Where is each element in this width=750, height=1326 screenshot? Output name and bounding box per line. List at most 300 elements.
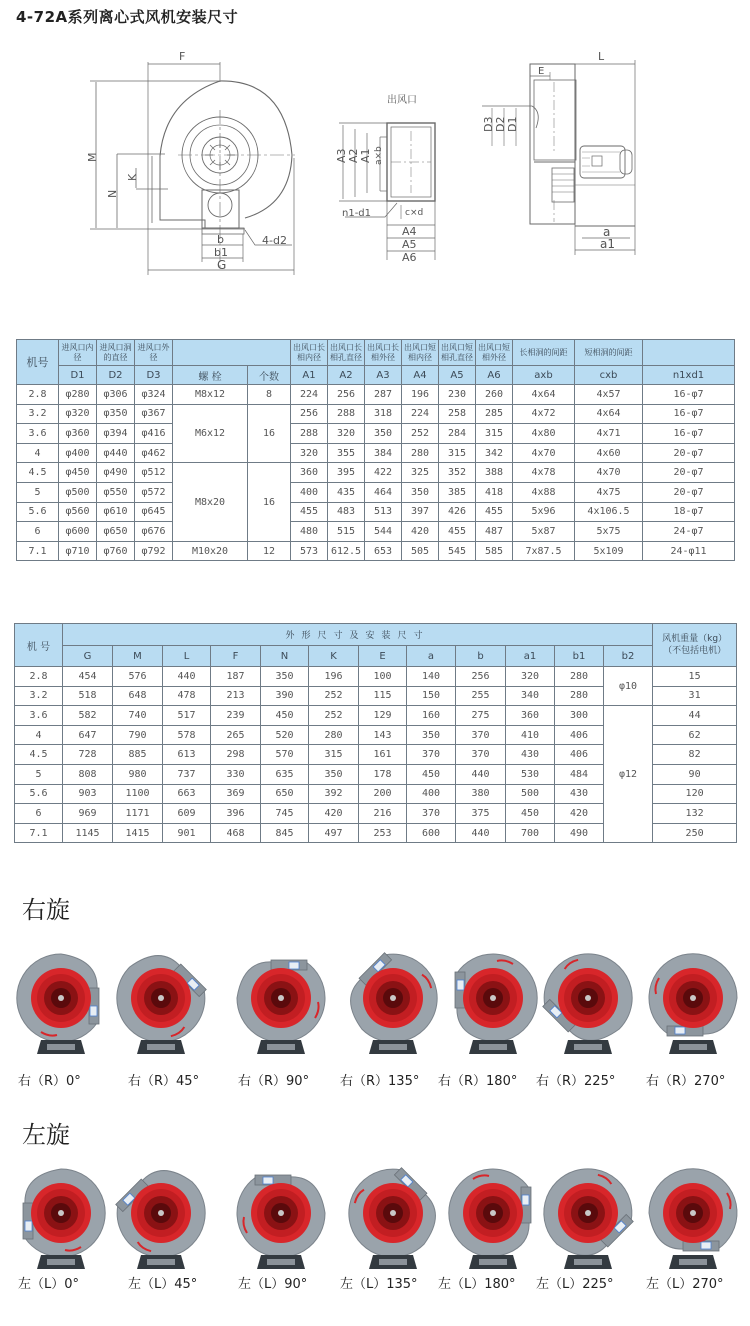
header-b: b xyxy=(456,646,506,667)
table-row xyxy=(15,667,737,687)
cell-K: 252 xyxy=(309,686,359,706)
fan-orientation-label: 左（L）45° xyxy=(128,1277,198,1292)
cell-n1xd1: 16-φ7 xyxy=(643,424,735,444)
cell-A3: 544 xyxy=(365,522,402,542)
cell-D2: φ610 xyxy=(97,502,135,522)
cell-machine-no: 4 xyxy=(15,725,63,745)
cell-A3: 384 xyxy=(365,443,402,463)
cell-weight: 250 xyxy=(653,823,737,843)
cell-machine-no: 5.6 xyxy=(17,502,59,522)
header-blank xyxy=(173,340,291,366)
cell-A3: 422 xyxy=(365,463,402,483)
cell-D1: φ600 xyxy=(59,522,97,542)
cell-machine-no: 4.5 xyxy=(15,745,63,765)
cell-D2: φ650 xyxy=(97,522,135,542)
fan-orientation-left-90 xyxy=(228,1155,333,1273)
header-n1xd1: n1xd1 xyxy=(643,366,735,385)
cell-L: 478 xyxy=(163,686,211,706)
cell-a: 140 xyxy=(407,667,456,687)
cell-axb: 7x87.5 xyxy=(513,541,575,561)
cell-A2: 320 xyxy=(328,424,365,444)
fan-orientation-left-0 xyxy=(8,1155,113,1273)
header-cn: 进风口内径 xyxy=(59,340,97,366)
cell-bolt: M8x20 xyxy=(173,463,248,541)
cell-machine-no: 2.8 xyxy=(15,667,63,687)
cell-A2: 288 xyxy=(328,404,365,424)
cell-A2: 435 xyxy=(328,482,365,502)
fan-hub xyxy=(690,1210,696,1216)
cell-L: 901 xyxy=(163,823,211,843)
cell-D3: φ367 xyxy=(135,404,173,424)
cell-L: 440 xyxy=(163,667,211,687)
dim-label-M: M xyxy=(86,152,99,162)
cell-b1: 484 xyxy=(555,764,604,784)
cell-A4: 397 xyxy=(402,502,439,522)
fan-nameplate xyxy=(263,1177,273,1184)
cell-a: 370 xyxy=(407,804,456,824)
cell-machine-no: 5 xyxy=(17,482,59,502)
cell-F: 213 xyxy=(211,686,261,706)
fan-hub xyxy=(690,995,696,1001)
cell-cxb: 4x71 xyxy=(575,424,643,444)
cell-N: 570 xyxy=(261,745,309,765)
fan-nameplate xyxy=(289,962,299,969)
cell-a: 350 xyxy=(407,725,456,745)
cell-a1: 340 xyxy=(506,686,555,706)
cell-machine-no: 5.6 xyxy=(15,784,63,804)
fan-image xyxy=(643,940,743,1058)
cell-n1xd1: 20-φ7 xyxy=(643,443,735,463)
cell-A6: 487 xyxy=(476,522,513,542)
cell-G: 1145 xyxy=(63,823,113,843)
header-axb: axb xyxy=(513,366,575,385)
dim-label-D1: D1 xyxy=(506,116,519,132)
cell-a: 150 xyxy=(407,686,456,706)
cell-n1xd1: 24-φ7 xyxy=(643,522,735,542)
fan-image xyxy=(643,1155,743,1273)
cell-axb: 4x70 xyxy=(513,443,575,463)
cell-A6: 455 xyxy=(476,502,513,522)
right-rotation-fans xyxy=(0,940,750,1090)
cell-D2: φ306 xyxy=(97,385,135,405)
cell-K: 420 xyxy=(309,804,359,824)
cell-F: 330 xyxy=(211,764,261,784)
cell-E: 178 xyxy=(359,764,407,784)
cell-A6: 260 xyxy=(476,385,513,405)
header-b1: b1 xyxy=(555,646,604,667)
cell-D1: φ560 xyxy=(59,502,97,522)
fan-orientation-right-225 xyxy=(535,940,640,1058)
cell-cxb: 4x57 xyxy=(575,385,643,405)
header-cn: 进风口外径 xyxy=(135,340,173,366)
cell-b1: 490 xyxy=(555,823,604,843)
cell-b1: 280 xyxy=(555,667,604,687)
header-cxb: cxb xyxy=(575,366,643,385)
cell-n1xd1: 24-φ11 xyxy=(643,541,735,561)
cell-a1: 700 xyxy=(506,823,555,843)
fan-hub xyxy=(390,1210,396,1216)
dim-label-b: b xyxy=(217,233,224,246)
header-cn: 进风口洞的直径 xyxy=(97,340,135,366)
fan-orientation-label: 左（L）0° xyxy=(18,1277,80,1292)
cell-D2: φ490 xyxy=(97,463,135,483)
cell-A2: 515 xyxy=(328,522,365,542)
header-A1: A1 xyxy=(291,366,328,385)
inlet-outlet-dimension-table xyxy=(16,339,735,561)
fan-orientation-label: 右（R）90° xyxy=(238,1074,310,1089)
fan-image xyxy=(11,940,111,1058)
cell-weight: 120 xyxy=(653,784,737,804)
dim-label-n1-d1: n1-d1 xyxy=(342,208,372,219)
cell-count: 16 xyxy=(248,463,291,541)
cell-machine-no: 3.6 xyxy=(15,706,63,726)
cell-A5: 385 xyxy=(439,482,476,502)
cell-K: 350 xyxy=(309,764,359,784)
fan-image xyxy=(111,940,211,1058)
cell-A3: 653 xyxy=(365,541,402,561)
header-machine-no: 机 号 xyxy=(15,624,63,667)
header-b2: b2 xyxy=(604,646,653,667)
cell-a1: 320 xyxy=(506,667,555,687)
cell-axb: 4x88 xyxy=(513,482,575,502)
table-row xyxy=(17,522,735,542)
fan-nameplate xyxy=(522,1195,529,1205)
cell-b: 375 xyxy=(456,804,506,824)
fan-image xyxy=(11,1155,111,1273)
fan-hub xyxy=(278,995,284,1001)
cell-axb: 5x87 xyxy=(513,522,575,542)
header-cn: 出风口长相外径 xyxy=(365,340,402,366)
header-a: a xyxy=(407,646,456,667)
cell-E: 100 xyxy=(359,667,407,687)
cell-a: 450 xyxy=(407,764,456,784)
fan-orientation-right-135 xyxy=(340,940,445,1058)
cell-a1: 360 xyxy=(506,706,555,726)
header-blank xyxy=(643,340,735,366)
cell-b2: φ10 xyxy=(604,667,653,706)
cell-a: 400 xyxy=(407,784,456,804)
cell-N: 520 xyxy=(261,725,309,745)
cell-M: 576 xyxy=(113,667,163,687)
fan-hub xyxy=(490,995,496,1001)
dim-label-A2: A2 xyxy=(347,148,360,163)
cell-A5: 545 xyxy=(439,541,476,561)
header-D3: D3 xyxy=(135,366,173,385)
header-weight xyxy=(653,624,737,667)
cell-bolt: M8x12 xyxy=(173,385,248,405)
fan-orientation-label: 右（R）45° xyxy=(128,1074,200,1089)
cell-n1xd1: 16-φ7 xyxy=(643,385,735,405)
dim-label-a1: a1 xyxy=(600,237,615,251)
cell-axb: 4x72 xyxy=(513,404,575,424)
cell-machine-no: 5 xyxy=(15,764,63,784)
cell-weight: 82 xyxy=(653,745,737,765)
cell-axb: 4x80 xyxy=(513,424,575,444)
cell-D3: φ676 xyxy=(135,522,173,542)
cell-A4: 252 xyxy=(402,424,439,444)
cell-D3: φ645 xyxy=(135,502,173,522)
fan-image xyxy=(343,940,443,1058)
cell-N: 350 xyxy=(261,667,309,687)
cell-F: 187 xyxy=(211,667,261,687)
cell-E: 253 xyxy=(359,823,407,843)
fan-orientation-right-45 xyxy=(108,940,213,1058)
cell-G: 518 xyxy=(63,686,113,706)
cell-L: 517 xyxy=(163,706,211,726)
cell-b: 256 xyxy=(456,667,506,687)
cell-D1: φ320 xyxy=(59,404,97,424)
header-weight-line2: （不包括电机） xyxy=(663,646,727,656)
left-rotation-heading: 左旋 xyxy=(22,1121,70,1149)
header-cn: 长相洞的间距 xyxy=(513,340,575,366)
cell-A4: 325 xyxy=(402,463,439,483)
cell-cxb: 5x75 xyxy=(575,522,643,542)
cell-D1: φ710 xyxy=(59,541,97,561)
fan-orientation-left-225 xyxy=(535,1155,640,1273)
cell-G: 969 xyxy=(63,804,113,824)
cell-K: 196 xyxy=(309,667,359,687)
cell-D2: φ394 xyxy=(97,424,135,444)
fan-image xyxy=(443,940,543,1058)
cell-A1: 256 xyxy=(291,404,328,424)
cell-A6: 585 xyxy=(476,541,513,561)
table-subheader-row xyxy=(15,646,737,667)
cell-A1: 288 xyxy=(291,424,328,444)
cell-D1: φ360 xyxy=(59,424,97,444)
header-A6: A6 xyxy=(476,366,513,385)
cell-A6: 388 xyxy=(476,463,513,483)
cell-L: 613 xyxy=(163,745,211,765)
header-A4: A4 xyxy=(402,366,439,385)
cell-N: 650 xyxy=(261,784,309,804)
cell-machine-no: 4.5 xyxy=(17,463,59,483)
fan-orientation-label: 右（R）270° xyxy=(646,1074,726,1089)
header-G: G xyxy=(63,646,113,667)
header-group: 外形尺寸及安装尺寸 xyxy=(63,624,653,646)
dim-label-G: G xyxy=(217,258,227,272)
cell-cxb: 5x109 xyxy=(575,541,643,561)
fan-orientation-left-180 xyxy=(440,1155,545,1273)
cell-axb: 4x78 xyxy=(513,463,575,483)
cell-E: 129 xyxy=(359,706,407,726)
cell-A3: 318 xyxy=(365,404,402,424)
header-L: L xyxy=(163,646,211,667)
cell-machine-no: 2.8 xyxy=(17,385,59,405)
header-cn: 出风口长相内径 xyxy=(291,340,328,366)
table-row xyxy=(17,482,735,502)
cell-A5: 284 xyxy=(439,424,476,444)
fan-orientation-label: 左（L）225° xyxy=(536,1277,614,1292)
fan-hub xyxy=(490,1210,496,1216)
cell-A5: 455 xyxy=(439,522,476,542)
table-row xyxy=(17,385,735,405)
cell-bolt: M10x20 xyxy=(173,541,248,561)
header-A5: A5 xyxy=(439,366,476,385)
header-D2: D2 xyxy=(97,366,135,385)
fan-orientation-label: 右（R）180° xyxy=(438,1074,518,1089)
table-row xyxy=(17,502,735,522)
cell-M: 790 xyxy=(113,725,163,745)
cell-A5: 426 xyxy=(439,502,476,522)
fan-orientation-label: 左（L）180° xyxy=(438,1277,516,1292)
cell-b: 440 xyxy=(456,823,506,843)
cell-A4: 505 xyxy=(402,541,439,561)
cell-M: 1100 xyxy=(113,784,163,804)
cell-weight: 31 xyxy=(653,686,737,706)
fan-orientation-label: 右（R）135° xyxy=(340,1074,420,1089)
fan-nameplate xyxy=(25,1221,32,1231)
fan-hub xyxy=(278,1210,284,1216)
header-D1: D1 xyxy=(59,366,97,385)
left-rotation-fans xyxy=(0,1155,750,1305)
table-subheader-row xyxy=(17,366,735,385)
fan-nameplate xyxy=(90,1006,97,1016)
cell-E: 143 xyxy=(359,725,407,745)
cell-b: 370 xyxy=(456,745,506,765)
cell-F: 468 xyxy=(211,823,261,843)
table-row xyxy=(15,706,737,726)
cell-machine-no: 7.1 xyxy=(15,823,63,843)
page-title: 4-72A系列离心式风机安装尺寸 xyxy=(16,8,239,26)
cell-a: 600 xyxy=(407,823,456,843)
dim-label-A3: A3 xyxy=(335,148,348,163)
fan-image xyxy=(343,1155,443,1273)
cell-A2: 612.5 xyxy=(328,541,365,561)
table-row xyxy=(17,443,735,463)
cell-b: 440 xyxy=(456,764,506,784)
table-header-row xyxy=(15,624,737,646)
header-N: N xyxy=(261,646,309,667)
cell-b: 275 xyxy=(456,706,506,726)
cell-M: 648 xyxy=(113,686,163,706)
fan-hub xyxy=(58,1210,64,1216)
cell-count: 16 xyxy=(248,404,291,463)
cell-weight: 15 xyxy=(653,667,737,687)
cell-cxb: 4x106.5 xyxy=(575,502,643,522)
fan-orientation-right-90 xyxy=(228,940,333,1058)
header-machine-no: 机号 xyxy=(17,340,59,385)
cell-count: 8 xyxy=(248,385,291,405)
cell-A5: 258 xyxy=(439,404,476,424)
fan-orientation-label: 右（R）225° xyxy=(536,1074,616,1089)
cell-weight: 44 xyxy=(653,706,737,726)
cell-cxb: 4x70 xyxy=(575,463,643,483)
cell-G: 728 xyxy=(63,745,113,765)
cell-F: 396 xyxy=(211,804,261,824)
cell-A6: 418 xyxy=(476,482,513,502)
fan-orientation-left-135 xyxy=(340,1155,445,1273)
dim-label-cxd: c×d xyxy=(405,208,424,218)
cell-A5: 352 xyxy=(439,463,476,483)
cell-a1: 430 xyxy=(506,745,555,765)
cell-A2: 483 xyxy=(328,502,365,522)
header-K: K xyxy=(309,646,359,667)
header-A2: A2 xyxy=(328,366,365,385)
header-cn: 出风口短相外径 xyxy=(476,340,513,366)
cell-a: 370 xyxy=(407,745,456,765)
table-row xyxy=(17,541,735,561)
dim-label-N: N xyxy=(106,189,119,198)
cell-A4: 280 xyxy=(402,443,439,463)
fan-nameplate xyxy=(701,1242,711,1249)
cell-b1: 430 xyxy=(555,784,604,804)
cell-D1: φ450 xyxy=(59,463,97,483)
cell-A2: 256 xyxy=(328,385,365,405)
header-F: F xyxy=(211,646,261,667)
fan-image xyxy=(538,1155,638,1273)
cell-G: 582 xyxy=(63,706,113,726)
cell-K: 392 xyxy=(309,784,359,804)
dim-label-A6: A6 xyxy=(402,251,417,264)
cell-N: 390 xyxy=(261,686,309,706)
overall-installation-dimension-table xyxy=(14,623,737,843)
cell-machine-no: 3.6 xyxy=(17,424,59,444)
cell-D3: φ572 xyxy=(135,482,173,502)
header-cn: 出风口短相孔直径 xyxy=(439,340,476,366)
dim-label-L: L xyxy=(598,50,605,63)
cell-A4: 420 xyxy=(402,522,439,542)
cell-M: 980 xyxy=(113,764,163,784)
cell-D1: φ400 xyxy=(59,443,97,463)
cell-machine-no: 7.1 xyxy=(17,541,59,561)
cell-K: 252 xyxy=(309,706,359,726)
cell-D1: φ280 xyxy=(59,385,97,405)
fan-orientation-right-0 xyxy=(8,940,113,1058)
cell-machine-no: 3.2 xyxy=(17,404,59,424)
cell-A6: 285 xyxy=(476,404,513,424)
cell-b: 255 xyxy=(456,686,506,706)
cell-N: 635 xyxy=(261,764,309,784)
cell-L: 737 xyxy=(163,764,211,784)
cell-b: 380 xyxy=(456,784,506,804)
front-view-drawing xyxy=(70,40,310,280)
cell-b1: 406 xyxy=(555,725,604,745)
cell-L: 663 xyxy=(163,784,211,804)
dim-label-A5: A5 xyxy=(402,238,417,251)
cell-A1: 224 xyxy=(291,385,328,405)
fan-orientation-left-270 xyxy=(640,1155,745,1273)
cell-b1: 300 xyxy=(555,706,604,726)
header-weight-line1: 风机重量（kg） xyxy=(662,634,728,644)
outlet-drawing xyxy=(325,85,445,265)
fan-orientation-label: 右（R）0° xyxy=(18,1074,81,1089)
fan-hub xyxy=(158,995,164,1001)
side-view-drawing xyxy=(470,50,650,260)
cell-E: 161 xyxy=(359,745,407,765)
cell-a1: 500 xyxy=(506,784,555,804)
cell-weight: 90 xyxy=(653,764,737,784)
cell-D2: φ550 xyxy=(97,482,135,502)
cell-cxb: 4x75 xyxy=(575,482,643,502)
fan-image xyxy=(231,1155,331,1273)
cell-machine-no: 6 xyxy=(15,804,63,824)
cell-cxb: 4x60 xyxy=(575,443,643,463)
dim-label-D2: D2 xyxy=(494,116,507,132)
cell-G: 903 xyxy=(63,784,113,804)
header-bolt: 螺 栓 xyxy=(173,366,248,385)
dim-label-b1: b1 xyxy=(214,246,228,259)
dim-label-4-d2: 4-d2 xyxy=(262,234,287,247)
header-M: M xyxy=(113,646,163,667)
fan-nameplate xyxy=(457,980,464,990)
cell-a1: 410 xyxy=(506,725,555,745)
cell-L: 578 xyxy=(163,725,211,745)
cell-D1: φ500 xyxy=(59,482,97,502)
cell-A5: 230 xyxy=(439,385,476,405)
cell-A5: 315 xyxy=(439,443,476,463)
cell-F: 239 xyxy=(211,706,261,726)
cell-A1: 400 xyxy=(291,482,328,502)
